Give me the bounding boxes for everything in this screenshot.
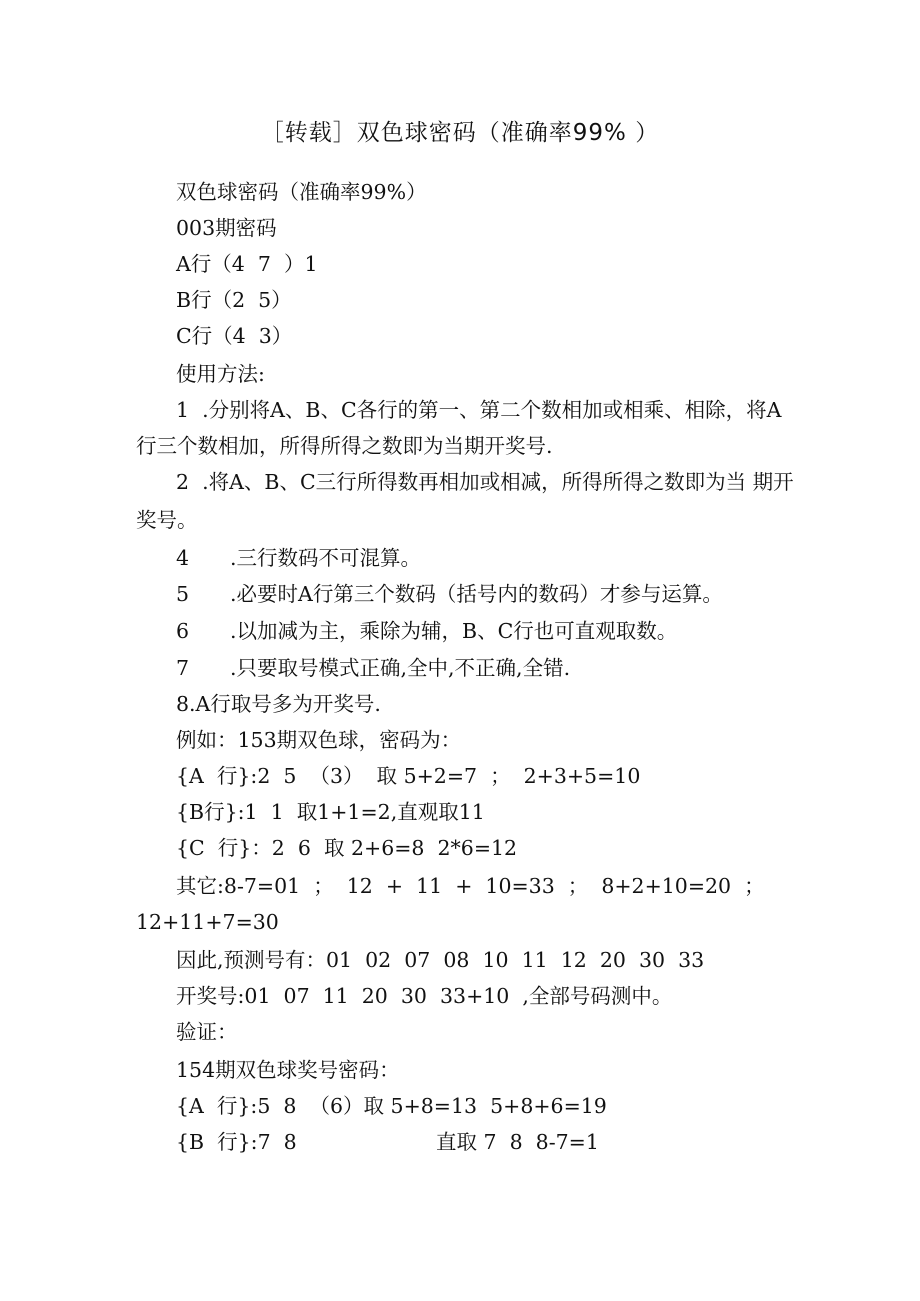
text-line: 使用方法:	[176, 362, 265, 386]
item-number: 7	[176, 656, 190, 680]
document-title: ［转载］双色球密码（准确率99% ）	[260, 120, 660, 146]
text-line: 因此,预测号有：01 02 07 08 10 11 12 20 30 33	[176, 948, 705, 972]
item-text: .三行数码不可混算。	[230, 546, 422, 570]
text-line: 双色球密码（准确率99%）	[176, 180, 427, 204]
text-line: 例如：153期双色球，密码为：	[176, 728, 462, 752]
text-line: 8.A行取号多为开奖号.	[176, 692, 381, 716]
item-number: 6	[176, 619, 190, 643]
text-line: 奖号。	[136, 508, 198, 532]
text-line: 直取 7 8 8-7=1	[436, 1130, 599, 1154]
text-line: {C 行}：2 6 取 2+6=8 2*6=12	[176, 836, 518, 860]
text-line: 行三个数相加，所得所得之数即为当期开奖号.	[136, 434, 553, 458]
text-line: {B行}:1 1 取1+1=2,直观取11	[176, 800, 485, 824]
text-line: 验证：	[176, 1020, 238, 1044]
numbered-item	[176, 580, 723, 608]
text-line: 1 .分别将A、B、C各行的第一、第二个数相加或相乘、相除，将A	[176, 398, 782, 422]
text-line: {B 行}:7 8	[176, 1130, 297, 1154]
item-text: .只要取号模式正确,全中,不正确,全错.	[230, 656, 571, 680]
text-line: {A 行}:5 8 （6）取 5+8=13 5+8+6=19	[176, 1094, 607, 1118]
item-text: .必要时A行第三个数码（括号内的数码）才参与运算。	[230, 582, 723, 606]
text-line: B行（2 5）	[176, 288, 292, 312]
numbered-item	[176, 654, 570, 682]
text-line: 003期密码	[176, 216, 277, 240]
numbered-item	[176, 617, 677, 645]
text-line: 12+11+7=30	[136, 910, 279, 934]
item-text: .以加减为主，乘除为辅，B、C行也可直观取数。	[230, 619, 678, 643]
item-number: 4	[176, 546, 190, 570]
numbered-item	[176, 544, 421, 572]
item-number: 5	[176, 582, 190, 606]
text-line: {A 行}:2 5 （3） 取 5+2=7 ； 2+3+5=10	[176, 764, 641, 788]
text-line: 开奖号:01 07 11 20 30 33+10 ,全部号码测中。	[176, 984, 673, 1008]
text-line: 其它:8-7=01 ； 12 + 11 + 10=33 ； 8+2+10=20 ；	[176, 874, 765, 898]
text-line: C行（4 3）	[176, 324, 293, 348]
text-line: 2 .将A、B、C三行所得数再相加或相减，所得所得之数即为当 期开	[176, 470, 794, 494]
text-line: A行（4 7 ）1	[176, 252, 318, 276]
text-line: 154期双色球奖号密码：	[176, 1058, 400, 1082]
